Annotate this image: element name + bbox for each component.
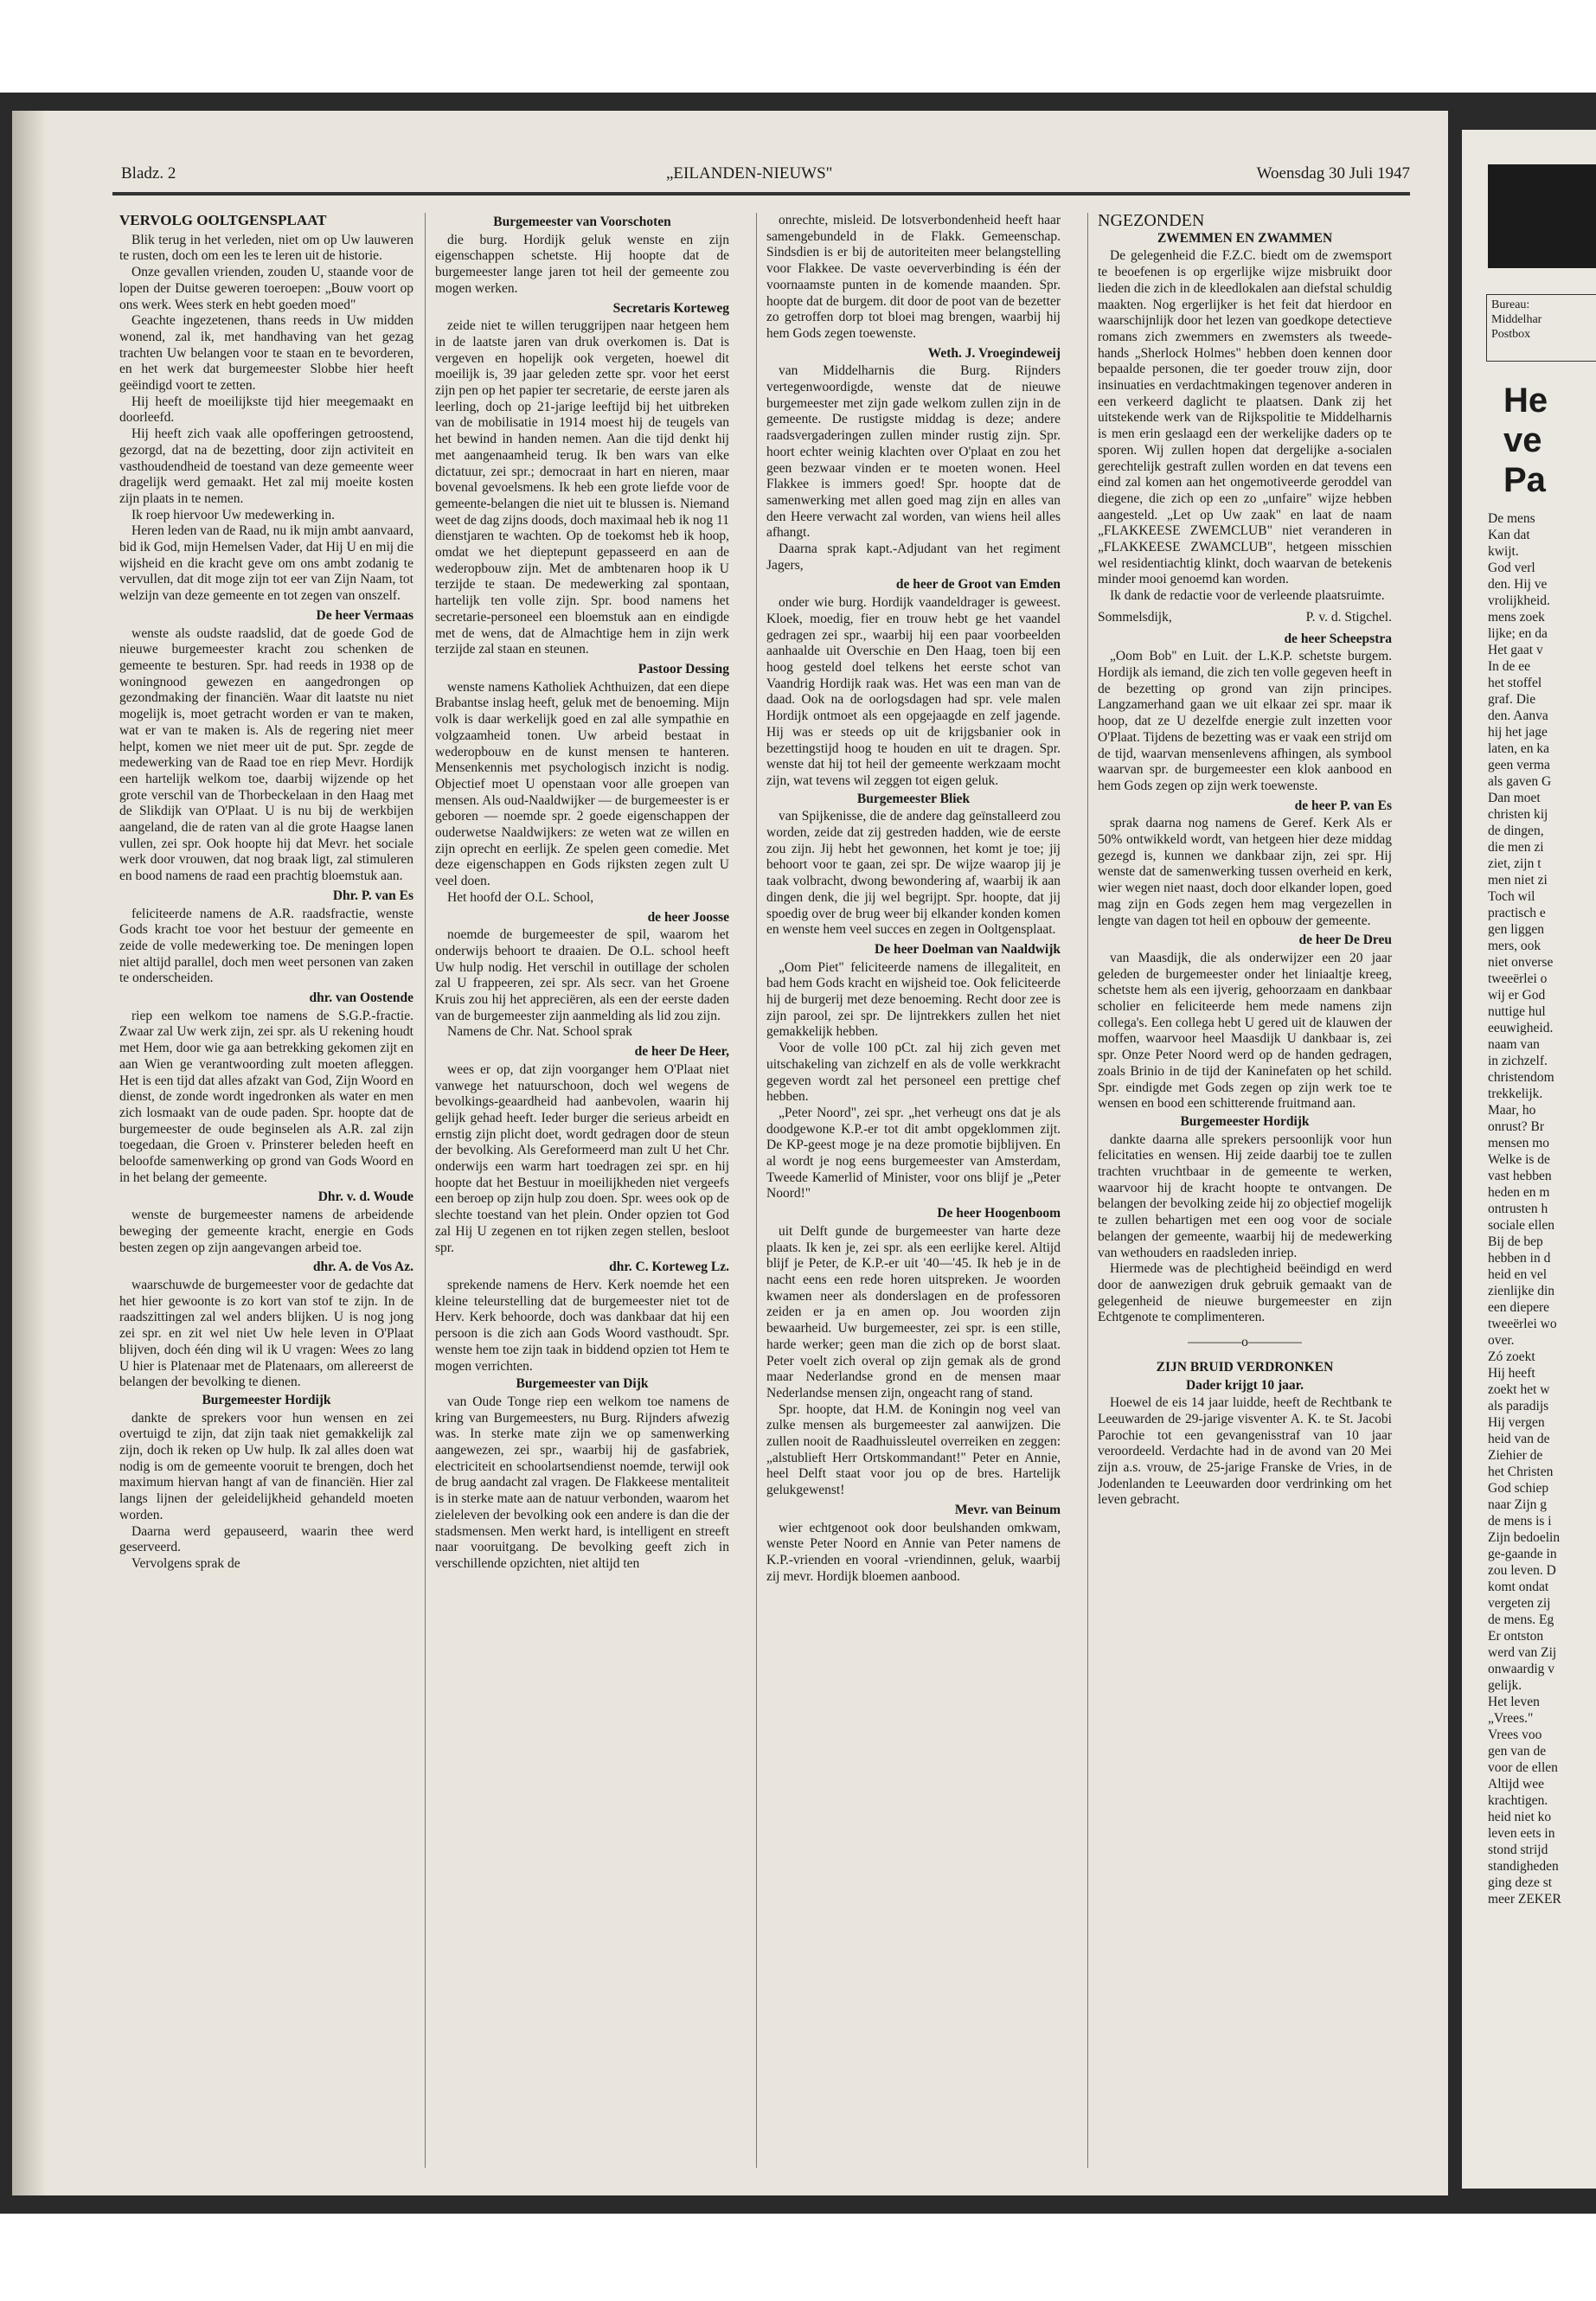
text-line: over.: [1488, 1333, 1515, 1348]
text-line: sociale ellen: [1488, 1218, 1555, 1233]
text-line: voor de ellen: [1488, 1760, 1558, 1775]
text-line: stond strijd: [1488, 1843, 1548, 1857]
text-line: ziet, zijn t: [1488, 856, 1542, 871]
masthead-block: [1488, 164, 1596, 268]
text-line: ging deze st: [1488, 1875, 1553, 1890]
text-line: Het gaat v: [1488, 643, 1543, 657]
text-line: Bij de bep: [1488, 1234, 1543, 1249]
text-line: niet onverse: [1488, 955, 1554, 970]
text-line: trekkelijk.: [1488, 1086, 1543, 1101]
paragraph: Hij heeft de moeilijkste tijd hier meegemaakt en doorleefd.: [119, 394, 413, 426]
paragraph: noemde de burgemeester de spil, waarom het onderwijs behoort te draaien. De O.L. school heeft Uw hulp nodig. Het verschil in outillage der scholen zal U frappeeren, zei spr. Als secr. van het Groene Kruis zou hij het appreciëren, als een der eerste daden van de burgemeester zijn aanmelding als lid zou zijn.: [435, 927, 729, 1023]
text-line: God schiep: [1488, 1481, 1549, 1496]
subheading: Burgemeester Hordijk: [1180, 1113, 1310, 1129]
paragraph: Hij heeft zich vaak alle opofferingen getroostend, gezorgd, dat na de bezetting, door zijn activiteit en vasthoudendheid de toestand van deze gemeente weer dragelijk werd gemaakt. Het zal mij moeite kosten zijn plaats in te nemen.: [119, 426, 413, 506]
text-line: standigheden: [1488, 1859, 1559, 1874]
text-line: De mens: [1488, 511, 1535, 526]
article-column-4: [1098, 213, 1392, 2168]
text-line: Zó zoekt: [1488, 1349, 1535, 1364]
text-line: onrust? Br: [1488, 1119, 1545, 1134]
subheading: ZWEMMEN EN ZWAMMEN: [1157, 230, 1333, 246]
adjacent-headline: [1503, 381, 1548, 500]
text-line: komt ondat: [1488, 1580, 1549, 1594]
paragraph: Blik terug in het verleden, niet om op Uw lauweren te rusten, doch om een les te leren uit de historie.: [119, 232, 413, 264]
paragraph: van Middelharnis die Burg. Rijnders vertegenwoordigde, wenste dat de nieuwe burgemeester met zijn gade welkom zullen zijn in de gemeente. De rustigste middag is deze; andere raadsvergaderingen zullen minder rustig zijn. Spr. hoort echter weinig klachten over O'plaat en zou het geen bezwaar vinden er te moeten wonen. Heel Flakkee is immers goed! Spr. hoopte dat de samenwerking met allen goed mag zijn en alles van den Heere verwacht zal worden, van wiens heil alles afhangt.: [766, 363, 1061, 541]
text-line: gen van de: [1488, 1744, 1547, 1759]
speaker-heading: de heer P. van Es: [1294, 798, 1392, 813]
text-line: Dan moet: [1488, 791, 1541, 805]
paragraph: Hiermede was de plechtigheid beëindigd en werd door de aanwezigen druk gebruik gemaakt van de gelegenheid de nieuwe burgemeester en zijn Echtgenote te complimenteren.: [1098, 1261, 1392, 1325]
speaker-heading: Mevr. van Beinum: [954, 1502, 1061, 1517]
paragraph: Daarna werd gepauseerd, waarin thee werd geserveerd.: [119, 1523, 413, 1555]
separator: ————o————: [1188, 1335, 1302, 1350]
speaker-heading: dhr. C. Korteweg Lz.: [609, 1259, 729, 1275]
paragraph: van Spijkenisse, die de andere dag geïnstalleerd zou worden, zeide dat zij gestreden hadden, wie de eerste zou zijn. Jij hebt het gewonnen, het komt je toe; jij behoort voor te gaan, zei spr. De wijze waarop jij je taak volbracht, dwong bewondering af, waarbij ik aan dingen denk, die jij wel begrijpt. Spr. hoopte, dat jij spoedig over de brug weer bij elkander konden komen en wenste hem veel succes en zegen in Ooltgensplaat.: [766, 809, 1061, 938]
text-line: practisch e: [1488, 906, 1546, 920]
text-line: heid niet ko: [1488, 1810, 1552, 1824]
paragraph: uit Delft gunde de burgemeester van harte deze plaats. Ik ken je, zei spr. als een eerlijke kerel. Altijd blijf je Peter, de K.P.-er uit '40—'45. Ik heb je in de nacht eens een rede horen uitspreken. Je woorden kwamen neer als donderslagen en de professoren zeiden er ja en amen op. Jou woorden zijn bewaarheid. Uw burgemeester, zei spr. is een stille, harde werker; geen man die zich op de borst slaat. Peter voelt zich overal op zijn gemak als de grond maar Nederlandse grond en de mensen maar Nederlandse mensen zijn, ongeacht rang of stand.: [766, 1223, 1061, 1400]
speaker-heading: Dhr. P. van Es: [332, 888, 413, 903]
text-line: onwaardig v: [1488, 1662, 1555, 1676]
paragraph: Vervolgens sprak de: [131, 1555, 240, 1571]
bureau-line: Bureau:: [1491, 298, 1530, 311]
paragraph: onder wie burg. Hordijk vaandeldrager is geweest. Kloek, moedig, fier en trouw hebt ge het vaandel gedragen zei spr., waarbij hij een paar voorbeelden aanhaalde uit Overschie en Den Haag, toen bij een hoog gesteld doel telkens het eerste schot van Vaandrig Hordijk raak was. Het was een man van de daad. Ook na de oorlogsdagen had spr. vele malen Hordijk ontmoet als een opgejaagde en zelf jagende. Hij was er steeds op uit de krijgsbanier ook in bezettingstijd hoog te houden en uit te dragen. Spr. wenste dat hij tot heil der gemeente werkzaam mocht zijn, wat tevens wil zeggen tot eigen geluk.: [766, 595, 1061, 788]
paragraph: Heren leden van de Raad, nu ik mijn ambt aanvaard, bid ik God, mijn Hemelsen Vader, dat Hij U en mij die wijsheid en die kracht geve om ons ambt zodanig te vervullen, dat dit moge zijn tot eer van Zijn Naam, tot welzijn van deze gemeente en tot zegen van onszelf.: [119, 523, 413, 604]
subheading: Dader krijgt 10 jaar.: [1185, 1377, 1304, 1393]
subheading: ZIJN BRUID VERDRONKEN: [1156, 1359, 1334, 1375]
text-line: krachtigen.: [1488, 1793, 1548, 1808]
paragraph: Geachte ingezetenen, thans reeds in Uw midden wonend, zal ik, met handhaving van het gezag trachten Uw belangen voor te staan en te bevorderen, en het werk dat burgemeester Slobbe hier heeft geëindigd voort te zetten.: [119, 313, 413, 394]
speaker-heading: De heer Vermaas: [316, 607, 413, 623]
signature-name: P. v. d. Stigchel.: [1305, 609, 1392, 625]
issue-date: Woensdag 30 Juli 1947: [1256, 164, 1410, 183]
paragraph: waarschuwde de burgemeester voor de gedachte dat het hier gewoonte is zo kort van stof te zijn. In de raadszittingen zal wel anders blijken. U is nog jong zei spr. en zit wel niet Uw hele leven in O'Plaat blijven, doch één ding wil ik U vragen: Wees zo lang U hier is Platenaar met de Platenaars, om allereerst de belangen der bevolking te dienen.: [119, 1278, 413, 1390]
paragraph: „Oom Piet" feliciteerde namens de illegaliteit, en bad hem Gods kracht en wijsheid toe. Ook feliciteerde hij de burgerij met deze benoeming. Recht door zee is zijn parool, zei spr. De lijntrekkers zullen het niet gemakkelijk hebben.: [766, 959, 1061, 1040]
paragraph: van Oude Tonge riep een welkom toe namens de kring van Burgemeesters, nu Burg. Rijnders afwezig was. In sterke mate zijn we op samenwerking aangewezen, zei spr., waarbij hij de gasfabriek, electriciteit en schoolartsendienst noemde, terwijl ook de brug aandacht zal vragen. De Flakkeese mentaliteit is in sterke mate aan de natuur verbonden, waarom het zieleleven der bevolking ook een andere is dan die der stadsmensen. Men werkt hard, is intelligent en streeft naar vooruitgang. De bevolking geeft zich in verschillende opzichten, niet altijd ten: [435, 1394, 729, 1571]
text-line: Hij vergen: [1488, 1415, 1545, 1430]
adjacent-column-text: [1488, 510, 1596, 1907]
text-line: Altijd wee: [1488, 1777, 1544, 1791]
bureau-line: Postbox: [1491, 328, 1531, 341]
text-line: den. Hij ve: [1488, 577, 1548, 592]
text-line: meer ZEKER: [1488, 1892, 1561, 1907]
page-gutter-shadow: [12, 111, 47, 2195]
text-line: laten, en ka: [1488, 741, 1550, 756]
paragraph: Ik roep hiervoor Uw medewerking in.: [131, 507, 336, 522]
text-line: hij het jage: [1488, 725, 1548, 740]
text-line: den. Aanva: [1488, 708, 1548, 723]
paragraph: dankte daarna alle sprekers persoonlijk voor hun felicitaties en wensen. Hij zeide daarbij toe te zullen trachten vruchtbaar in de gemeente te werken, waarvoor hij de kracht hoopte te ontvangen. De belangen der bevolking zeide hij zo objectief mogelijk te zullen behartigen met een oog voor de sociale belangen der gemeente, waarbij hij de medewerking van wethouders en raadsleden inriep.: [1098, 1131, 1392, 1260]
text-line: Er ontston: [1488, 1629, 1544, 1644]
speaker-heading: Dhr. v. d. Woude: [317, 1189, 413, 1205]
text-line: hebben in d: [1488, 1251, 1551, 1266]
speaker-heading: Secretaris Korteweg: [612, 300, 729, 316]
paragraph: onrechte, misleid. De lotsverbondenheid heeft haar samengebundeld in de Flakk. Gemeenschap. Sindsdien is er bij de autoriteiten meer belangstelling voor Flakkee. De vaste oeververbinding is één der voornaamste punten in de komende maanden. Spr. hoopte dat de burgem. dit door de poot van de bezetter zo getroffen dorp tot bloei mag brengen, waarbij hij hem Gods zegen toewenste.: [766, 213, 1061, 341]
paragraph: Onze gevallen vrienden, zouden U, staande voor de lopen der Duitse geweren toeroepen: „Bouw voort op ons werk. Wees sterk en hebt goeden moed": [119, 265, 413, 312]
paragraph: die burg. Hordijk geluk wenste en zijn eigenschappen schetste. Hij hoopte dat de burgemeester lange jaren tot heil der gemeente zou mogen werken.: [435, 232, 729, 296]
paragraph: van Maasdijk, die als onderwijzer een 20 jaar geleden de burgemeester onder het liniaaltje kreeg, schetste hem als een ijverig, gehoorzaam en dankbaar scholier en feliciteerde hem mede namens zijn collega's. Een collega hebt U gered uit de klauwen der moffen, waarvoor heel Maasdijk U dankbaar is, zei spr. Onze Peter Noord werd op de handen gedragen, zoals Brinio in de tijd der Kaninefaten op het schild. Spr. eindigde met Gods zegen op zijn werk toe te wensen en bood een schitterende fruitmand aan.: [1098, 950, 1392, 1112]
subheading: Burgemeester Bliek: [856, 791, 971, 806]
text-line: Maar, ho: [1488, 1103, 1536, 1118]
text-line: de dingen,: [1488, 824, 1544, 838]
speaker-heading: dhr. van Oostende: [309, 990, 413, 1006]
text-line: In de ee: [1488, 659, 1531, 674]
paragraph: wees er op, dat zijn voorganger hem O'Plaat niet vanwege het natuurschoon, doch wel wegens de bevolkings-geaardheid had aanbevolen, waarin hij gelijk gehad heeft. Ieder burger die serieus arbeidt en ernstig zijn plicht doet, wordt gedragen door de steun der bevolking. Als Gereformeerd man zult U het Chr. onderwijs een warm hart toedragen zei spr. en hij hoopte dat het Bestuur in moeilijkheden niet vergeefs een beroep op zijn hulp zou doen. Spr. wees ook op de slechte toestand van het plein. Onder opzien tot God zal Hij U zegenen en tot rijken zegen stellen, besloot spr.: [435, 1061, 729, 1255]
signature-line: [1098, 610, 1392, 626]
text-line: een diepere: [1488, 1300, 1549, 1315]
text-line: Vrees voo: [1488, 1727, 1542, 1742]
speaker-heading: de heer De Heer,: [634, 1044, 729, 1060]
paragraph: Namens de Chr. Nat. School sprak: [447, 1024, 632, 1040]
text-line: Zijn bedoelin: [1488, 1530, 1561, 1545]
speaker-heading: de heer Joosse: [647, 909, 729, 925]
paragraph: zeide niet te willen teruggrijpen naar hetgeen hem in de laatste jaren van druk overkomen is. Dat is vergeven en hopelijk ook vergeten, hoewel dit moeilijk is, 39 jaar geleden zette spr. voor het eerst zijn pen op het papier ter secretarie, de eerste jaren als leerling, doch op 21-jarige leeftijd bij het uitbreken van de mobilisatie in 1914 moest hij de teugels van het bewind in handen nemen. Aan die tijd denkt hij met aangenaamheid terug. Ik ben wars van elke dictatuur, zei spr.; democraat in hart en nieren, maar bovenal gevoelsmens. Ik heb een grote liefde voor de gemeente-belangen die niet uit te blussen is. Niemand weet de dag zijns doods, doch maximaal heb ik nog 11 dienstjaren te wachten. Op de toekomst heb ik hoop, omdat we het dieptepunt gepasseerd en aan de wederopbouw zijn. Met de ambtenaren hoop ik U terzijde te staan. De medewerking zal spontaan, hartelijk ten volle zijn. Spr. bood namens het secretarie-personeel een bloemstuk aan en eindigde met de wens, dat de Almachtige hem in zijn werk terzijde zal staan en steunen.: [435, 318, 729, 657]
text-line: ontrusten h: [1488, 1202, 1548, 1216]
text-line: vergeten zij: [1488, 1596, 1551, 1611]
speaker-heading: de heer de Groot van Emden: [895, 577, 1061, 593]
text-line: mers, ook: [1488, 939, 1542, 953]
text-line: graf. Die: [1488, 692, 1536, 707]
text-line: leven eets in: [1488, 1826, 1555, 1841]
speaker-heading: dhr. A. de Vos Az.: [312, 1259, 413, 1275]
text-line: ge-gaande in: [1488, 1547, 1557, 1561]
text-line: het stoffel: [1488, 676, 1542, 690]
text-line: mensen mo: [1488, 1136, 1550, 1150]
speaker-heading: Weth. J. Vroegindeweij: [927, 345, 1061, 361]
text-line: vast hebben: [1488, 1169, 1552, 1183]
paragraph: Ik dank de redactie voor de verleende plaatsruimte.: [1110, 588, 1385, 604]
text-line: Het leven: [1488, 1695, 1540, 1709]
speaker-heading: de heer Scheepstra: [1284, 631, 1392, 646]
column-divider: [756, 213, 757, 2168]
paragraph: „Oom Bob" en Luit. der L.K.P. schetste burgem. Hordijk als iemand, die zich ten volle gegeven heeft in de bezetting op grond van zijn principes. Langzamerhand gaan we uit elkaar zei spr. maar ik hoop, dat ze U dezelfde energie zult inzetten voor O'Plaat. Tijdens de bezetting was er vaak een strijd om de tijd, waarvan mensenlevens afhingen, als symbool waarvan spr. de burgemeester een klok aanbood en hem Gods zegen op zijn werk toewenste.: [1098, 649, 1392, 793]
text-line: werd van Zij: [1488, 1645, 1557, 1660]
text-line: christen kij: [1488, 807, 1548, 822]
text-line: zienlijke din: [1488, 1284, 1555, 1298]
headline-fragment: Pa: [1503, 461, 1546, 499]
text-line: heid van de: [1488, 1432, 1550, 1446]
text-line: vrolijkheid.: [1488, 593, 1550, 608]
text-line: in zichzelf.: [1488, 1054, 1548, 1068]
text-line: eeuwigheid.: [1488, 1021, 1554, 1035]
column-divider: [1087, 213, 1088, 2168]
header-rule: [112, 192, 1410, 195]
signature-place: Sommelsdijk,: [1098, 609, 1172, 625]
text-line: wij er God: [1488, 988, 1546, 1003]
text-line: heden en m: [1488, 1185, 1550, 1200]
text-line: christendom: [1488, 1070, 1554, 1085]
text-line: God verl: [1488, 561, 1535, 575]
text-line: Hij heeft: [1488, 1366, 1535, 1381]
text-line: men niet zi: [1488, 873, 1548, 888]
subheading: Burgemeester Hordijk: [202, 1392, 331, 1407]
text-line: naar Zijn g: [1488, 1497, 1548, 1512]
paragraph: dankte de sprekers voor hun wensen en zei overtuigd te zijn, dat zijn taak niet gemakkelijk zal zijn, doch ik reken op Uw hulp. Ik zal alles doen wat nodig is om de gemeente vooruit te brengen, doch het maximum hiervan hangt af van de financiën. Hier zal langs lijnen der geleidelijkheid gehandeld moeten worden.: [119, 1410, 413, 1522]
headline-fragment: He: [1503, 381, 1548, 420]
paragraph: riep een welkom toe namens de S.G.P.-fractie. Zwaar zal Uw werk zijn, zei spr. als U rekening houdt met Hem, door wie ga aan betrekking gekomen zijt en aan Wien ge verantwoording zult moeten afleggen. Het is een tijd dat alles afzakt van God, Zijn Woord en dienst, de zonde wordt ingedronken als water en men zich losmaakt van de oude paden. Spr. hoopte dat de burgemeester de oude beginselen als A.R. zal zijn toegedaan, die Groen v. Prinsterer beleden heeft en beloofde samenwerking op grond van Gods Woord en in het belang der gemeente.: [119, 1008, 413, 1185]
paragraph: „Peter Noord", zei spr. „het verheugt ons dat je als doodgewone K.P.-er tot dit ambt opgeklommen zijt. De KP-geest moge je na deze promotie bijblijven. En al wordt je nog eens burgemeester van Amsterdam, Tweede Kamerlid of Minister, voor ons blijf je „Peter Noord!": [766, 1105, 1061, 1202]
section-title: VERVOLG OOLTGENSPLAAT: [119, 213, 327, 228]
paragraph: wenste als oudste raadslid, dat de goede God de nieuwe burgemeester kracht zou schenken de gemeente te besturen. Spr. had reeds in 1938 op de woningnood gewezen en aangedrongen op gezondmaking der financiën. Waar dit laatste nu niet mogelijk is, moet getracht worden er van te maken, wat er van te maken is. Als de regering niet meer helpt, komen we niet meer uit de put. Spr. zegde de medewerking van de Raad toe en riep Mevr. Hordijk een hartelijk welkom toe, daarbij wijzende op het grote verschil van de Thorbeckelaan in den Haag met de Slikdijk van O'Plaat. U is nu bij de werkbijen aangeland, die de raten van al die grote Haagse lanen vullen, zei spr. Ook hoopte hij dat Mevr. het sociale werk door vrouwen, dat nog braak ligt, zal stimuleren en bood namens de raad een prachtig bloemstuk aan.: [119, 625, 413, 884]
page-number: Bladz. 2: [121, 164, 176, 183]
paragraph: Daarna sprak kapt.-Adjudant van het regiment Jagers,: [766, 542, 1061, 573]
text-line: tweeërlei wo: [1488, 1317, 1557, 1331]
text-line: nuttige hul: [1488, 1004, 1546, 1019]
paragraph: wenste namens Katholiek Achthuizen, dat een diepe Brabantse inslag heeft, geluk met de benoeming. Mijn volk is daar werkelijk goed en zal alle sympathie en volgzaamheid tonen. Uw arbeid bestaat in wederopbouw en de kunst mensen te hanteren. Mensenkennis met psychologisch inzicht is nodig. Objectief moet U openstaan voor alle groepen van mensen. Als oud-Naaldwijker — de burgemeester is er geboren — noemde spr. 2 goede eigenschappen der ouderwetse Naaldwijkers: ze weten wat ze willen en zijn oprecht en eerlijk. Ze spelen geen comedie. Met deze eigenschappen en Gods rijksten zegen zult U veel doen.: [435, 679, 729, 889]
text-line: tweeërlei o: [1488, 971, 1548, 986]
speaker-heading: de heer De Dreu: [1298, 933, 1392, 948]
paragraph: sprak daarna nog namens de Geref. Kerk Als er 50% ontwikkeld wordt, van hetgeen hier deze middag gezegd is, kunnen we dankbaar zijn, zei spr. Hij wenste dat de samenwerking tussen overheid en kerk, wier wegen niet naast, doch door elkander lopen, goed mag zijn en Gods zegen hem mag vergezellen in lengte van dagen tot heil en opbouw der gemeente.: [1098, 816, 1392, 928]
text-line: het Christen: [1488, 1465, 1554, 1479]
text-line: heid en vel: [1488, 1267, 1548, 1282]
subheading: Burgemeester van Voorschoten: [493, 215, 671, 229]
text-line: Ziehier de: [1488, 1448, 1543, 1463]
subheading: Burgemeester van Dijk: [516, 1376, 649, 1392]
paragraph: sprekende namens de Herv. Kerk noemde het een kleine teleurstelling dat de burgemeester niet tot de Herv. Kerk behoorde, doch was dankbaar dat hij een persoon is die zich aan Gods Woord vasthoudt. Spr. wenste hem toe zijn taak in biddend opzien tot Hem te mogen verrichten.: [435, 1278, 729, 1374]
paragraph: Het hoofd der O.L. School,: [447, 889, 594, 905]
column-divider: [425, 213, 426, 2168]
text-line: als paradijs: [1488, 1399, 1549, 1413]
text-line: mens zoek: [1488, 610, 1545, 625]
bureau-line: Middelhar: [1491, 313, 1542, 326]
paragraph: wier echtgenoot ook door beulshanden omkwam, wenste Peter Noord en Annie van Peter namens de K.P.-vrienden en vooral -vriendinnen, geluk, waarbij zij mevr. Hordijk bloemen aanbood.: [766, 1520, 1061, 1584]
speaker-heading: Pastoor Dessing: [638, 661, 729, 676]
newspaper-title: „EILANDEN-NIEUWS": [666, 164, 833, 183]
speaker-heading: De heer Doelman van Naaldwijk: [875, 941, 1061, 957]
article-column-2: [435, 213, 729, 2168]
paragraph: wenste de burgemeester namens de arbeidende beweging der gemeente kracht, energie en Gods besten zegen op zijn aangevangen arbeid toe.: [119, 1208, 413, 1255]
text-line: lijke; en da: [1488, 626, 1548, 641]
text-line: als gaven G: [1488, 774, 1552, 789]
paragraph: feliciteerde namens de A.R. raadsfractie, wenste Gods kracht toe voor het bestuur der gemeente en zeide de volle medewerking toe. De meningen lopen niet altijd parallel, doch men weet personen van zaken te onderscheiden.: [119, 906, 413, 986]
text-line: „Vrees.": [1488, 1711, 1534, 1726]
text-line: de mens. Eg: [1488, 1612, 1554, 1627]
paragraph: De gelegenheid die F.Z.C. biedt om de zwemsport te beoefenen is op ergerlijke wijze misbruikt door lieden die zich in de kleedlokalen aan diefstal schuldig maakten. Nog ergerlijker is het feit dat hierdoor en waarschijnlijk door het lezen van goedkope detectieve romans zich zwemmers en zwemsters als tweede-hands „Sherlock Holmes" hebben doen kennen door bepaalde personen, die ter goeder trouw zijn, door insinuaties en verdachtmakingen tegenover anderen in een verkeerd daglicht te plaatsen. Dank zij het uitstekende werk van de Rijkspolitie te Middelharnis is men erin geslaagd een der werkelijke daders op te sporen. Wij zullen hopen dat dergelijke a-socialen gerechtelijk gestraft zullen worden en dat tevens een eind zal komen aan het ongemotiveerde geroddel van diegene, die zich op een zo „unfaire" wijze hebben aangesteld. „Let op Uw zaak" en laat de naam „FLAKKEESE ZWEMCLUB" niet veranderen in „FLAKKEESE ZWAMCLUB", hetgeen misschien wel residentiachtig klinkt, doch waarvan de betekenis minder mooi genoemd kan worden.: [1098, 248, 1392, 587]
text-line: Welke is de: [1488, 1152, 1550, 1167]
text-line: die men zi: [1488, 840, 1544, 855]
paragraph: Spr. hoopte, dat H.M. de Koningin nog veel van zulke mensen als burgemeester zal aanwijzen. Die zullen nooit de Raadhuissleutel overreiken en zeggen: „alstublieft Herr Ortskommandant!" Peter en Annie, heel Delft staat voor jou op de bres. Hartelijk gelukgewenst!: [766, 1401, 1061, 1498]
text-line: kwijt.: [1488, 544, 1519, 559]
text-line: Toch wil: [1488, 889, 1535, 904]
text-line: gelijk.: [1488, 1678, 1522, 1693]
section-title: NGEZONDEN: [1098, 213, 1205, 230]
adjacent-page: [1462, 130, 1596, 2189]
bureau-box: [1486, 294, 1596, 362]
paragraph: Hoewel de eis 14 jaar luidde, heeft de Rechtbank te Leeuwarden de 29-jarige visventer A. K. te St. Jacobi Parochie tot een gevangenisstraf van 10 jaar veroordeeld. Verdachte had in de avond van 20 Mei zijn a.s. vrouw, de 25-jarige Franske de Vries, in de Jodenlanden te Leeuwarden door verdrinking om het leven gebracht.: [1098, 1395, 1392, 1508]
article-column-1: [119, 213, 413, 2168]
text-line: Kan dat: [1488, 528, 1530, 542]
headline-fragment: ve: [1503, 421, 1542, 459]
text-line: geen verma: [1488, 758, 1550, 772]
speaker-heading: De heer Hoogenboom: [937, 1206, 1061, 1221]
text-line: de mens is i: [1488, 1514, 1552, 1529]
text-line: zou leven. D: [1488, 1563, 1556, 1578]
paragraph: Voor de volle 100 pCt. zal hij zich geven met uitschakeling van zichzelf en als de volle werkkracht gegeven wordt zal het personeel een prettige chef hebben.: [766, 1041, 1061, 1105]
text-line: zoekt het w: [1488, 1382, 1550, 1397]
text-line: naam van: [1488, 1037, 1540, 1052]
text-line: gen liggen: [1488, 922, 1544, 937]
article-column-3: [766, 213, 1061, 2168]
